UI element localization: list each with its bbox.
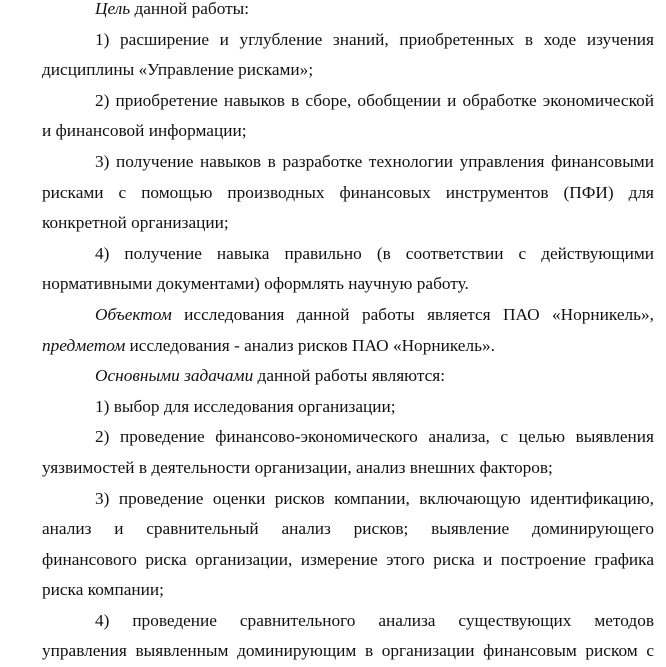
paragraph-tasks-heading (42, 361, 654, 392)
purpose-term: Цель (95, 0, 131, 18)
text-line: финансового риска организации, измерение этого риска и построение графика (42, 549, 654, 569)
tasks-heading-text: данной работы являются: (253, 366, 446, 386)
paragraph-purpose-heading (42, 0, 654, 25)
text-line: 3) получение навыков в разработке технологии управления финансовыми (95, 151, 654, 171)
purpose-heading-text: данной работы: (130, 0, 250, 18)
text-line: анализ и сравнительный анализ рисков; выявление доминирующего (42, 519, 654, 539)
text-line: 1) выбор для исследования организации; (95, 396, 396, 416)
object-term: Объектом (95, 304, 172, 324)
text-line: 2) проведение финансово-экономического анализа, с целью выявления (95, 427, 654, 447)
subject-term: предметом (42, 335, 126, 355)
paragraph-subject (42, 331, 654, 362)
text-line: 3) проведение оценки рисков компании, включающую идентификацию, (95, 488, 654, 508)
text-line: 4) получение навыка правильно (в соответствии с действующими (95, 243, 654, 263)
text-line: конкретной организации; (42, 213, 229, 233)
text-line: риска компании; (42, 580, 164, 600)
text-line: нормативными документами) оформлять научную работу. (42, 274, 469, 294)
text-line: дисциплины «Управление рисками»; (42, 60, 314, 80)
object-text: исследования данной работы является ПАО «Норникель», (171, 304, 654, 324)
text-line: уязвимостей в деятельности организации, анализ внешних факторов; (42, 457, 553, 477)
text-line: 1) расширение и углубление знаний, приобретенных в ходе изучения (95, 29, 654, 49)
text-line: рисками с помощью производных финансовых инструментов (ПФИ) для (42, 182, 654, 202)
document-page (42, 0, 654, 667)
text-line: 4) проведение сравнительного анализа существующих методов (95, 610, 654, 630)
text-line: управления выявленным доминирующим в организации финансовым риском с (42, 641, 654, 661)
paragraph-object (42, 300, 654, 331)
text-line: 2) приобретение навыков в сборе, обобщении и обработке экономической (95, 90, 654, 110)
tasks-term: Основными задачами (95, 366, 254, 386)
subject-text: исследования - анализ рисков ПАО «Норникель». (125, 335, 495, 355)
text-line: и финансовой информации; (42, 121, 247, 141)
